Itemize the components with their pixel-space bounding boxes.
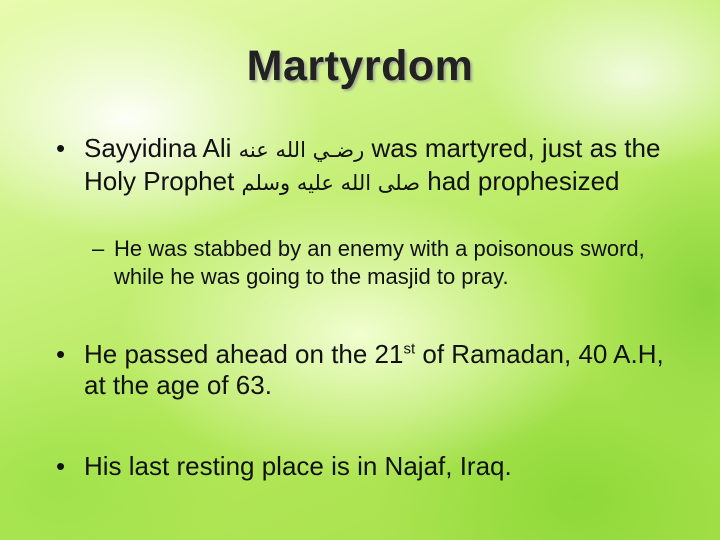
arabic-honorific-ali: رضـي الله عنه (238, 138, 365, 162)
bullet-text-part: had prophesized (420, 166, 620, 196)
bullet-text: His last resting place is in Najaf, Iraq. (84, 451, 512, 481)
bullet-text (84, 133, 676, 199)
bullet-text-part: of Ramadan, 40 A.H, at the age of 63. (84, 339, 664, 400)
ordinal-suffix: st (403, 340, 416, 358)
dash-icon: – (92, 236, 105, 261)
sub-bullet-text: He was stabbed by an enemy with a poisonous sword, while he was going to the masjid to pray. (114, 236, 645, 289)
sub-bullet-item-stabbed (92, 235, 672, 291)
bullet-text-part: Sayyidina Ali (84, 133, 239, 163)
bullet-item-martyrdom (56, 133, 676, 199)
bullet-icon: • (56, 133, 66, 163)
bullet-text-part: He passed ahead on the 21 (84, 339, 404, 369)
bullet-text (84, 339, 676, 401)
bullet-item-resting-place (56, 451, 676, 482)
bullet-text-part: was martyred, just as the Holy Prophet (84, 133, 661, 196)
arabic-honorific-prophet: صلى الله عليه وسلم (241, 171, 421, 195)
slide-title: Martyrdom (246, 42, 474, 90)
bullet-item-passed-ahead (56, 339, 676, 401)
bullet-icon: • (56, 451, 66, 481)
bullet-icon: • (56, 339, 66, 369)
